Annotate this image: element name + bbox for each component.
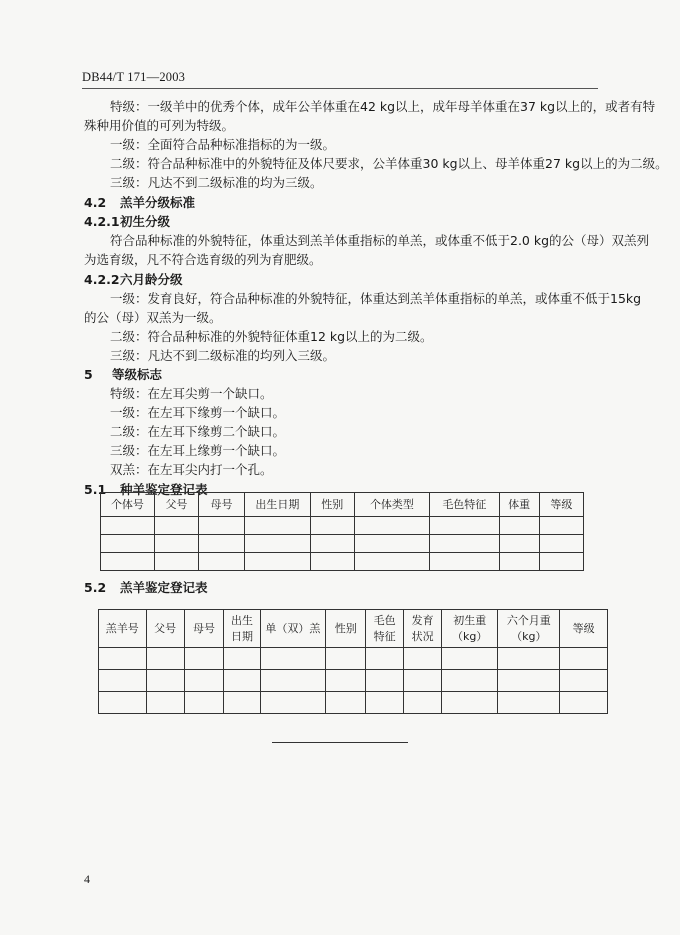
grade-two: 二级：符合品种标准中的外貌特征及体尺要求，公羊体重30 kg以上、母羊体重27 kg以上的为二级。 — [110, 156, 668, 171]
header-cell — [366, 610, 404, 648]
table-cell — [245, 517, 311, 535]
table-cell — [442, 692, 498, 714]
section-title: 等级标志 — [112, 367, 163, 382]
section-title: 六月龄分级 — [120, 272, 183, 287]
section-title: 羔羊分级标准 — [120, 195, 196, 210]
section-5-heading — [84, 365, 162, 383]
header-line: 毛色 — [373, 613, 396, 627]
table-cell — [539, 535, 583, 553]
table-cell — [499, 517, 539, 535]
table-cell — [442, 648, 498, 670]
table-cell — [199, 553, 245, 571]
table-cell — [498, 670, 560, 692]
header-line: 六个月重 — [506, 613, 551, 627]
table-cell — [99, 670, 147, 692]
header-cell — [99, 610, 147, 648]
header-line: 羔羊号 — [105, 621, 139, 635]
grade-special-line1: 特级：一级羊中的优秀个体，成年公羊体重在42 kg以上，成年母羊体重在37 kg以上的，或者有特 — [110, 99, 656, 114]
table-cell — [539, 553, 583, 571]
section-title: 初生分级 — [120, 214, 171, 229]
table-cell — [224, 648, 260, 670]
table-cell — [199, 517, 245, 535]
header-line: 日期 — [230, 629, 253, 643]
table-cell — [560, 692, 608, 714]
table-cell — [404, 670, 442, 692]
table-cell — [310, 517, 354, 535]
header-line: 初生重 — [453, 613, 487, 627]
mark-special: 特级：在左耳尖剪一个缺口。 — [110, 386, 273, 401]
section-4-2-2-heading — [84, 270, 183, 288]
table-cell — [430, 535, 499, 553]
end-of-document-rule — [272, 742, 408, 743]
table-cell — [146, 692, 184, 714]
header-line: 等级 — [572, 621, 595, 635]
header-cell — [442, 610, 498, 648]
table-row — [99, 648, 608, 670]
table-cell — [326, 692, 366, 714]
birth-grade-line1: 符合品种标准的外貌特征，体重达到羔羊体重指标的单羔，或体重不低于2.0 kg的公（母）双羔列 — [110, 233, 650, 248]
table-cell — [430, 553, 499, 571]
table-cell — [326, 670, 366, 692]
table-cell — [101, 517, 155, 535]
table-cell — [245, 535, 311, 553]
header-line: 出生 — [230, 613, 253, 627]
table-cell — [430, 517, 499, 535]
grade-three: 三级：凡达不到二级标准的均为三级。 — [110, 175, 323, 190]
header-cell: 出生日期 — [245, 493, 311, 517]
six-month-grade-line4: 三级：凡达不到二级标准的均列入三级。 — [110, 348, 336, 363]
table-cell — [260, 648, 326, 670]
table-cell — [404, 648, 442, 670]
table-cell — [498, 692, 560, 714]
table-cell — [354, 517, 429, 535]
section-title: 羔羊鉴定登记表 — [120, 580, 208, 595]
table-cell — [146, 648, 184, 670]
breeding-sheep-register-table — [100, 492, 584, 571]
mark-grade-two: 二级：在左耳下缘剪二个缺口。 — [110, 424, 286, 439]
header-cell: 性别 — [310, 493, 354, 517]
table-cell — [560, 670, 608, 692]
section-number: 4.2.2 — [84, 272, 120, 287]
header-cell: 个体类型 — [354, 493, 429, 517]
table-cell — [499, 553, 539, 571]
header-line: 发育 — [411, 613, 434, 627]
six-month-grade-line2: 的公（母）双羔为一级。 — [84, 310, 222, 325]
table-cell — [310, 535, 354, 553]
table-cell — [224, 670, 260, 692]
header-line: 特征 — [373, 629, 396, 643]
table-cell — [499, 535, 539, 553]
mark-grade-three: 三级：在左耳上缘剪一个缺口。 — [110, 443, 286, 458]
table-cell — [224, 692, 260, 714]
table-cell — [260, 670, 326, 692]
six-month-grade-line3: 二级：符合品种标准的外貌特征体重12 kg以上的为二级。 — [110, 329, 433, 344]
section-5-2-heading — [84, 578, 208, 596]
table-row — [99, 670, 608, 692]
standard-number: DB44/T 171—2003 — [82, 70, 186, 84]
table-cell — [154, 517, 198, 535]
table-cell — [539, 517, 583, 535]
header-line: （kg） — [511, 629, 547, 643]
table-cell — [154, 535, 198, 553]
header-line: 状况 — [411, 629, 434, 643]
table-cell — [560, 648, 608, 670]
table-cell — [99, 648, 147, 670]
header-cell — [146, 610, 184, 648]
table-cell — [146, 670, 184, 692]
table-cell — [101, 553, 155, 571]
table-header-row — [101, 493, 584, 517]
section-4-2-1-heading — [84, 212, 170, 230]
table-header-row — [99, 610, 608, 648]
header-rule — [82, 88, 598, 89]
header-cell: 毛色特征 — [430, 493, 499, 517]
header-line: 母号 — [193, 621, 216, 635]
section-number: 5 — [84, 367, 93, 382]
table-cell — [184, 692, 224, 714]
table-row — [101, 553, 584, 571]
table-cell — [154, 553, 198, 571]
mark-twin: 双羔：在左耳尖内打一个孔。 — [110, 462, 273, 477]
header-cell — [498, 610, 560, 648]
header-cell — [560, 610, 608, 648]
header-cell: 个体号 — [101, 493, 155, 517]
table-cell — [184, 648, 224, 670]
table-cell — [199, 535, 245, 553]
header-cell — [184, 610, 224, 648]
table-cell — [366, 648, 404, 670]
header-cell: 体重 — [499, 493, 539, 517]
section-title: 种羊鉴定登记表 — [120, 482, 208, 497]
table-cell — [354, 553, 429, 571]
table-row — [101, 535, 584, 553]
table-cell — [326, 648, 366, 670]
section-number: 5.1 — [84, 482, 107, 497]
header-cell: 母号 — [199, 493, 245, 517]
table-cell — [260, 692, 326, 714]
section-number: 4.2 — [84, 195, 107, 210]
table-cell — [442, 670, 498, 692]
table-cell — [245, 553, 311, 571]
header-cell — [326, 610, 366, 648]
table-cell — [184, 670, 224, 692]
table-cell — [366, 692, 404, 714]
grade-one: 一级：全面符合品种标准指标的为一级。 — [110, 137, 336, 152]
table-cell — [366, 670, 404, 692]
table-cell — [498, 648, 560, 670]
table-row — [99, 692, 608, 714]
table-cell — [354, 535, 429, 553]
table-cell — [101, 535, 155, 553]
section-number: 5.2 — [84, 580, 107, 595]
table-cell — [310, 553, 354, 571]
grade-special-line2: 殊种用价值的可列为特级。 — [84, 118, 235, 133]
table-cell — [99, 692, 147, 714]
header-cell — [260, 610, 326, 648]
header-line: 性别 — [334, 621, 357, 635]
page-number: 4 — [84, 872, 90, 886]
header-cell: 父号 — [154, 493, 198, 517]
lamb-register-table — [98, 609, 608, 714]
header-cell — [404, 610, 442, 648]
table-cell — [404, 692, 442, 714]
header-line: 单（双）羔 — [265, 621, 321, 635]
birth-grade-line2: 为选育级，凡不符合选育级的列为育肥级。 — [84, 252, 322, 267]
header-line: 父号 — [154, 621, 177, 635]
mark-grade-one: 一级：在左耳下缘剪一个缺口。 — [110, 405, 286, 420]
header-line: （kg） — [452, 629, 488, 643]
header-cell — [224, 610, 260, 648]
section-number: 4.2.1 — [84, 214, 120, 229]
table-row — [101, 517, 584, 535]
six-month-grade-line1: 一级：发育良好，符合品种标准的外貌特征，体重达到羔羊体重指标的单羔，或体重不低于15kg — [110, 291, 642, 306]
header-cell: 等级 — [539, 493, 583, 517]
section-4-2-heading — [84, 193, 195, 211]
